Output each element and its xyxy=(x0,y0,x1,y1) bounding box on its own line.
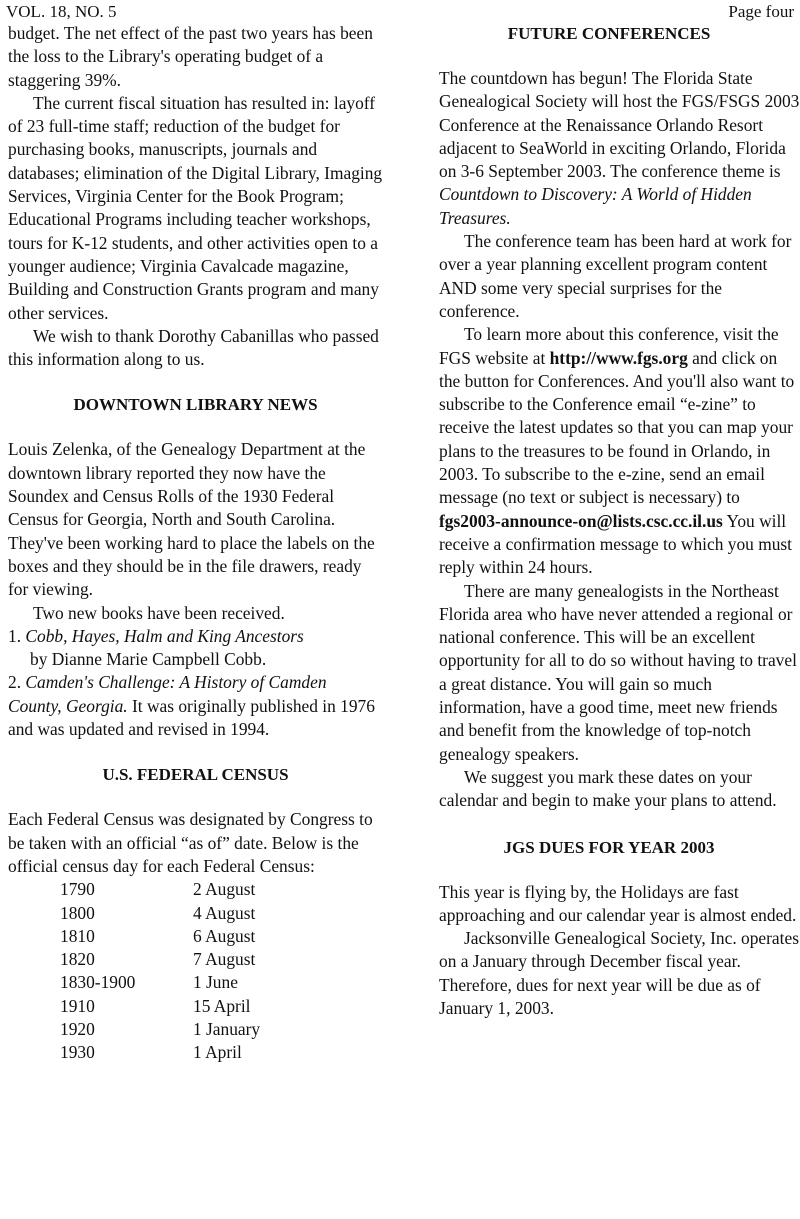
downtown-paragraph: Louis Zelenka, of the Genealogy Department at the downtown library reported they now have the Soundex and Census Rolls of the 1930 Federal Census for Georgia, North and South Carolina. They've been working hard to place the labels on the boxes and they should be in the file drawers, ready for viewing. xyxy=(8,439,375,600)
census-year: 1830-1900 xyxy=(60,972,136,993)
right-column xyxy=(439,22,800,1020)
volume-label: VOL. 18, NO. 5 xyxy=(6,2,117,21)
fiscal-year-paragraph: Jacksonville Genealogical Society, Inc. operates on a January through December fiscal year. Therefore, dues for next year will be due as of January 1, 2003. xyxy=(439,928,799,1018)
census-year: 1790 xyxy=(60,879,95,900)
census-year: 1810 xyxy=(60,925,95,946)
census-table xyxy=(60,878,260,1064)
book-number: 1. xyxy=(8,625,22,646)
dues-paragraph: This year is flying by, the Holidays are fast approaching and our calendar year is almost ended. xyxy=(439,881,797,925)
books-intro: Two new books have been received. xyxy=(33,602,285,623)
census-year: 1820 xyxy=(60,949,95,970)
thanks-paragraph: We wish to thank Dorothy Cabanillas who passed this information along to us. xyxy=(8,325,379,370)
census-year: 1930 xyxy=(60,1042,95,1063)
census-row xyxy=(60,925,260,948)
census-date: 1 January xyxy=(193,1018,261,1039)
census-heading: U.S. FEDERAL CENSUS xyxy=(102,765,289,785)
census-row xyxy=(60,878,260,901)
book-number: 2. xyxy=(8,672,22,693)
census-date: 1 April xyxy=(193,1042,242,1063)
census-row xyxy=(60,1018,260,1041)
census-row xyxy=(60,1041,260,1064)
book-title: Camden's Challenge: A History of Camden County, Georgia. xyxy=(8,672,327,716)
page-number: Page four xyxy=(728,2,794,21)
census-date: 4 August xyxy=(193,902,256,923)
census-year: 1800 xyxy=(60,902,95,923)
conference-paragraph: The countdown has begun! The Florida State Genealogical Society will host the FGS/FSGS 2003 Conference at the Renaissance Orlando Resort adjacent to SeaWorld in exciting Orlando, Florida on 3-6 September 2003. The conference theme is Countdown to Discovery: A World of Hidden Treasures. xyxy=(439,68,800,228)
suggestion-paragraph: We suggest you mark these dates on your calendar and begin to make your plans to attend. xyxy=(439,766,777,811)
conference-theme: Countdown to Discovery: A World of Hidden Treasures. xyxy=(439,184,752,228)
book-item-1 xyxy=(8,625,383,648)
census-year: 1910 xyxy=(60,995,95,1016)
book-item-2 xyxy=(8,671,383,741)
census-year: 1920 xyxy=(60,1018,95,1039)
census-row xyxy=(60,902,260,925)
genealogists-paragraph: There are many genealogists in the Northeast Florida area who have never attended a regional or national conference. This will be an excellent opportunity for all to do so without having to travel a great distance. You will gain so much information, have a good time, meet new friends and benefit from the knowledge of top-notch genealogy speakers. xyxy=(439,580,797,764)
fiscal-paragraph: The current fiscal situation has resulted in: layoff of 23 full-time staff; reduction of the budget for purchasing books, manuscripts, journals and databases; elimination of the Digital Library, Imaging Services, Virginia Center for the Book Program; Educational Programs including teacher workshops, tours for K-12 students, and other activities open to a younger audience; Virginia Cavalcade magazine, Building and Construction Grants program and many other services. xyxy=(8,92,383,323)
left-column xyxy=(8,22,383,1065)
census-row xyxy=(60,971,260,994)
conference-info-paragraph: To learn more about this conference, visit the FGS website at http://www.fgs.org and click on the button for Conferences. And you'll also want to subscribe to the Conference email “e-zine” to receive the latest updates so that you can map your plans to the treasures to be found in Orlando, in 2003. To subscribe to the e-zine, send an email message (no text or subject is necessary) to fgs2003-announce-on@lists.csc.cc.il.us You will receive a confirmation message to which you must reply within 24 hours. xyxy=(439,324,795,578)
book-description: It was originally published in 1976 and was updated and revised in 1994. xyxy=(8,695,375,740)
downtown-heading: DOWNTOWN LIBRARY NEWS xyxy=(73,395,318,415)
census-row xyxy=(60,948,260,971)
conference-team-paragraph: The conference team has been hard at work for over a year planning excellent program content AND some very special surprises for the conference. xyxy=(439,231,792,321)
intro-paragraph: budget. The net effect of the past two years has been the loss to the Library's operating budget of a staggering 39%. xyxy=(8,23,373,90)
dues-heading: JGS DUES FOR YEAR 2003 xyxy=(503,837,715,857)
census-intro: Each Federal Census was designated by Congress to be taken with an official “as of” date. Below is the official census day for each Federal Census: xyxy=(8,809,373,876)
conferences-heading: FUTURE CONFERENCES xyxy=(507,24,711,43)
census-date: 7 August xyxy=(193,949,256,970)
census-row xyxy=(60,995,260,1018)
book-author: by Dianne Marie Campbell Cobb. xyxy=(30,649,267,670)
fgs-website-link[interactable]: http://www.fgs.org xyxy=(549,347,688,368)
census-date: 2 August xyxy=(193,879,256,900)
subscribe-email-link[interactable]: fgs2003-announce-on@lists.csc.cc.il.us xyxy=(439,510,723,531)
book-title: Cobb, Hayes, Halm and King Ancestors xyxy=(25,625,304,646)
census-date: 15 April xyxy=(193,995,251,1016)
census-date: 1 June xyxy=(193,972,238,993)
census-date: 6 August xyxy=(193,925,256,946)
